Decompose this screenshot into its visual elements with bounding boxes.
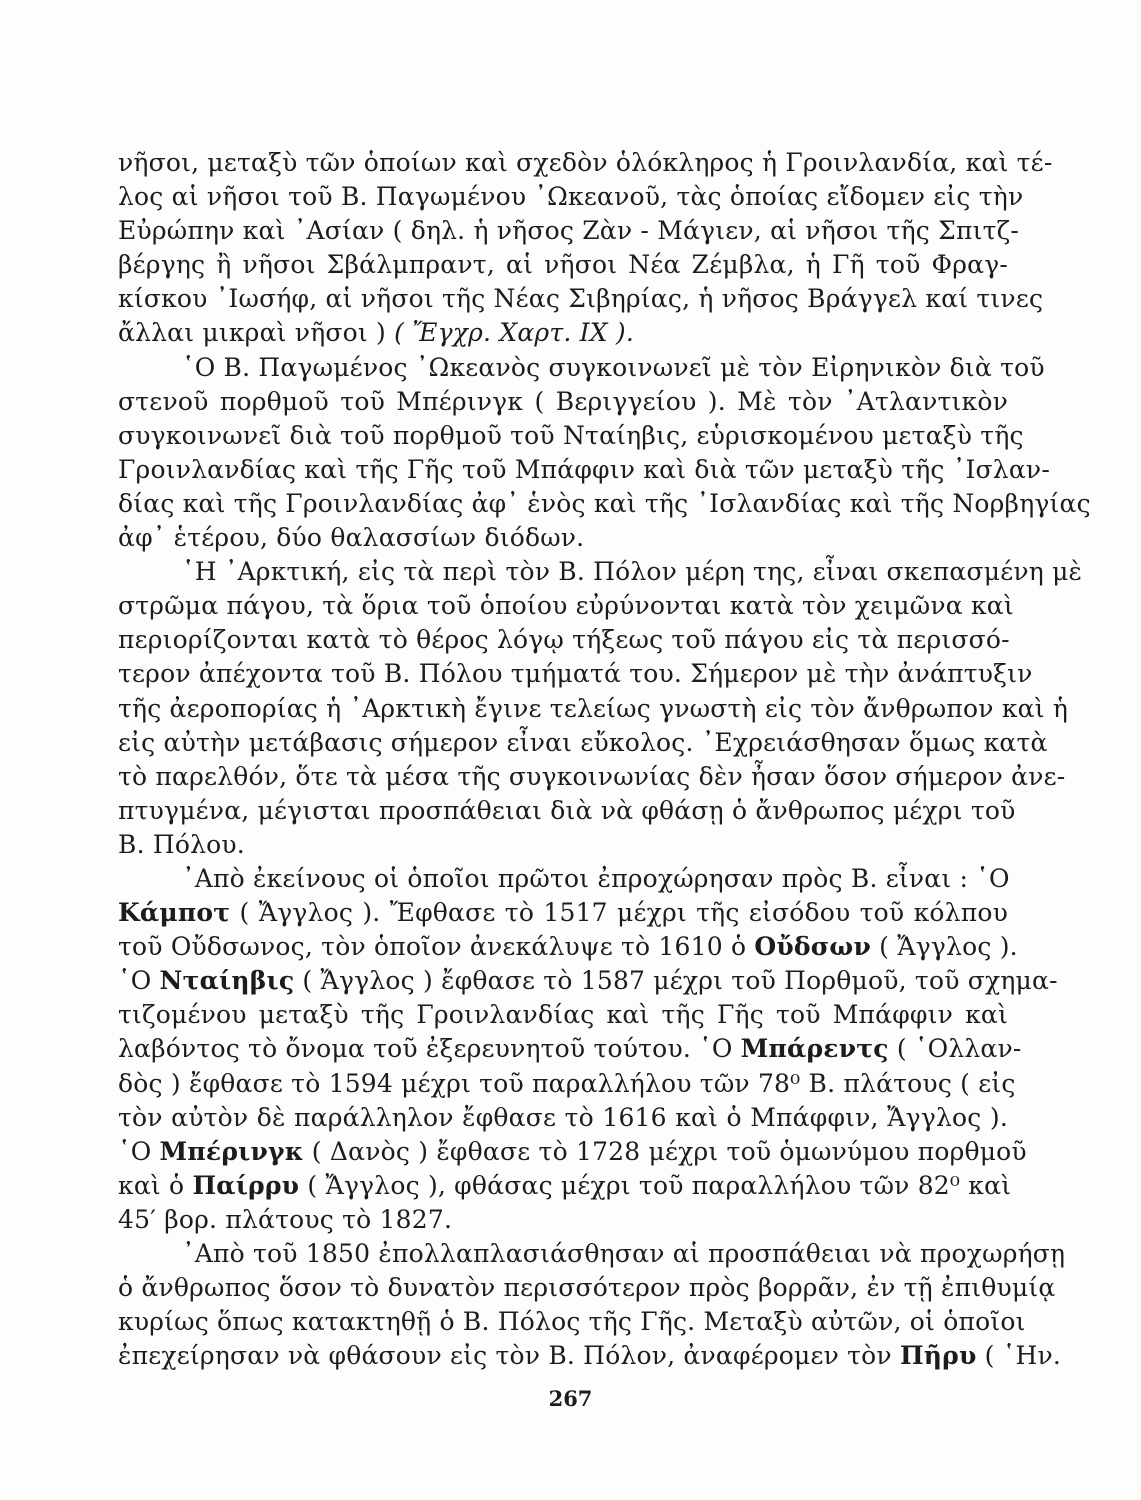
bold-name: Μπάρεντς bbox=[740, 1034, 889, 1064]
text-line bbox=[118, 657, 1033, 691]
text-segment: Β. Πόλου. bbox=[118, 829, 245, 859]
body-text bbox=[118, 146, 1091, 1373]
text-segment: τοῦ Οὔδσωνος, τὸν ὁποῖον ἀνεκάλυψε τὸ 1610 ὁ bbox=[118, 932, 755, 962]
page-number: 267 bbox=[548, 1386, 593, 1411]
text-line bbox=[118, 521, 1008, 555]
text-line bbox=[118, 794, 1016, 828]
text-segment: συγκοινωνεῖ διὰ τοῦ πορθμοῦ τοῦ Νταίηβις, εὑρισκομένου μεταξὺ τῆς bbox=[118, 420, 1024, 450]
bold-name: Παίρρυ bbox=[192, 1170, 300, 1200]
text-line bbox=[118, 453, 1050, 487]
text-line bbox=[118, 214, 1020, 248]
text-line bbox=[118, 248, 1008, 282]
text-line bbox=[118, 896, 1008, 930]
text-line bbox=[118, 180, 1024, 214]
text-segment: στενοῦ πορθμοῦ τοῦ Μπέρινγκ ( Βεριγγείου ). Μὲ τὸν ᾿Ατλαντικὸν bbox=[118, 386, 1008, 416]
text-line bbox=[118, 555, 1083, 589]
text-segment: ( ῾Ην. bbox=[976, 1341, 1062, 1371]
text-segment: ῾Ο bbox=[118, 1136, 160, 1166]
text-line bbox=[118, 930, 1018, 964]
bold-name: Μπέρινγκ bbox=[159, 1136, 304, 1166]
text-segment: τὸ παρελθόν, ὅτε τὰ μέσα τῆς συγκοινωνίας δὲν ἦσαν ὅσον σήμερον ἀνε- bbox=[118, 761, 1066, 791]
text-segment: ( Δανὸς ) ἔφθασε τὸ 1728 μέχρι τοῦ ὁμωνύμου πορθμοῦ bbox=[303, 1136, 1027, 1166]
text-segment: λαβόντος τὸ ὄνομα τοῦ ἐξερευνητοῦ τούτου. ῾Ο bbox=[118, 1034, 741, 1064]
text-segment: ῾Η ᾿Αρκτική, εἰς τὰ περὶ τὸν Β. Πόλον μέρη της, εἶναι σκεπασμένη μὲ bbox=[182, 557, 1083, 587]
text-line bbox=[118, 1135, 1027, 1169]
text-line bbox=[118, 316, 1008, 350]
text-segment: βέργης ἢ νῆσοι Σβάλμπραντ, αἱ νῆσοι Νέα Ζέμβλα, ἡ Γῆ τοῦ Φραγ- bbox=[118, 250, 1008, 280]
bold-name: Νταίηβις bbox=[159, 966, 295, 996]
text-line bbox=[118, 1271, 1056, 1305]
text-line bbox=[118, 862, 1008, 896]
text-segment: ἀφ᾿ ἑτέρου, δύο θαλασσίων διόδων. bbox=[118, 523, 585, 553]
bold-name: Κάμποτ bbox=[118, 898, 231, 928]
text-line bbox=[118, 692, 1069, 726]
text-segment: τὸν αὐτὸν δὲ παράλληλον ἔφθασε τὸ 1616 καὶ ὁ Μπάφφιν, Ἄγγλος ). bbox=[118, 1102, 1008, 1132]
text-segment: ὁ ἄνθρωπος ὅσον τὸ δυνατὸν περισσότερον πρὸς βορρᾶν, ἐν τῇ ἐπιθυμίᾳ bbox=[118, 1273, 1056, 1303]
text-segment: ( Ἄγγλος ), φθάσας μέχρι τοῦ παραλλήλου τῶν 82⁰ καὶ bbox=[299, 1170, 1012, 1200]
text-segment: περιορίζονται κατὰ τὸ θέρος λόγῳ τήξεως τοῦ πάγου εἰς τὰ περισσό- bbox=[118, 625, 1010, 655]
text-segment: ( Ἄγγλος ). bbox=[871, 932, 1018, 962]
text-line bbox=[118, 351, 1045, 385]
text-line bbox=[118, 1101, 1008, 1135]
text-line bbox=[118, 760, 1066, 794]
text-line bbox=[118, 1032, 1022, 1066]
text-segment: ( Ἄγγλος ) ἔφθασε τὸ 1587 μέχρι τοῦ Πορθμοῦ, τοῦ σχημα- bbox=[294, 966, 1058, 996]
text-segment: κυρίως ὅπως κατακτηθῇ ὁ Β. Πόλος τῆς Γῆς. Μεταξὺ αὐτῶν, οἱ ὁποῖοι bbox=[118, 1307, 1026, 1337]
text-line bbox=[118, 1305, 1026, 1339]
text-line bbox=[118, 385, 1008, 419]
text-segment: ( ῾Ολλαν- bbox=[888, 1034, 1022, 1064]
text-line bbox=[118, 419, 1024, 453]
text-line bbox=[118, 1067, 1016, 1101]
text-segment: ᾿Απὸ τοῦ 1850 ἐπολλαπλασιάσθησαν αἱ προσπάθειαι νὰ προχωρήσῃ bbox=[182, 1239, 1066, 1268]
text-segment: 45′ βορ. πλάτους τὸ 1827. bbox=[118, 1204, 453, 1234]
text-line bbox=[118, 623, 1008, 657]
text-segment: τῆς ἀεροπορίας ἡ ᾿Αρκτικὴ ἔγινε τελείως γνωστὴ εἰς τὸν ἄνθρωπον καὶ ἡ bbox=[118, 693, 1069, 723]
text-segment: ( Ἄγγλος ). Ἔφθασε τὸ 1517 μέχρι τῆς εἰσόδου τοῦ κόλπου bbox=[230, 898, 1008, 928]
text-segment: νῆσοι, μεταξὺ τῶν ὁποίων καὶ σχεδὸν ὁλόκληρος ἡ Γροινλανδία, καὶ τέ- bbox=[118, 148, 1053, 177]
text-segment: ἄλλαι μικραὶ νῆσοι ) bbox=[118, 318, 395, 348]
map-reference: ( Ἔγχρ. Χαρτ. IX ). bbox=[394, 318, 634, 348]
text-line bbox=[118, 1169, 1012, 1203]
text-segment: τερον ἀπέχοντα τοῦ Β. Πόλου τμήματά του. Σήμερον μὲ τὴν ἀνάπτυξιν bbox=[118, 659, 1033, 689]
text-segment: κίσκου ᾿Ιωσήφ, αἱ νῆσοι τῆς Νέας Σιβηρίας, ἡ νῆσος Βράγγελ καί τινες bbox=[118, 284, 1044, 314]
text-line bbox=[118, 1339, 1062, 1373]
text-segment: λος αἱ νῆσοι τοῦ Β. Παγωμένου ᾿Ωκεανοῦ, τὰς ὁποίας εἴδομεν εἰς τὴν bbox=[118, 182, 1024, 212]
text-segment: δὸς ) ἔφθασε τὸ 1594 μέχρι τοῦ παραλλήλου τῶν 78⁰ Β. πλάτους ( εἰς bbox=[118, 1068, 1016, 1098]
text-line bbox=[118, 487, 1091, 521]
text-line bbox=[118, 726, 1048, 760]
text-segment: Εὐρώπην καὶ ᾿Ασίαν ( δηλ. ἡ νῆσος Ζὰν - Μάγιεν, αἱ νῆσοι τῆς Σπιτζ- bbox=[118, 216, 1020, 246]
text-line bbox=[118, 828, 1008, 862]
text-segment: ῾Ο Β. Παγωμένος ᾿Ωκεανὸς συγκοινωνεῖ μὲ τὸν Εἰρηνικὸν διὰ τοῦ bbox=[182, 352, 1045, 382]
text-segment: Γροινλανδίας καὶ τῆς Γῆς τοῦ Μπάφφιν καὶ διὰ τῶν μεταξὺ τῆς ᾿Ισλαν- bbox=[118, 454, 1050, 484]
text-segment: ἐπεχείρησαν νὰ φθάσουν εἰς τὸν Β. Πόλον, ἀναφέρομεν τὸν bbox=[118, 1341, 900, 1371]
text-line bbox=[118, 146, 1053, 180]
text-line bbox=[118, 998, 1008, 1032]
text-segment: καὶ ὁ bbox=[118, 1170, 193, 1200]
bold-name: Οὔδσων bbox=[754, 932, 871, 962]
text-line bbox=[118, 282, 1044, 316]
text-segment: δίας καὶ τῆς Γροινλανδίας ἀφ᾿ ἑνὸς καὶ τῆς ᾿Ισλανδίας καὶ τῆς Νορβηγίας bbox=[118, 488, 1091, 518]
text-segment: ᾿Απὸ ἐκείνους οἱ ὁποῖοι πρῶτοι ἐπροχώρησαν πρὸς Β. εἶναι : ῾Ο bbox=[182, 863, 1010, 893]
text-line bbox=[118, 1203, 1008, 1237]
text-segment: πτυγμένα, μέγισται προσπάθειαι διὰ νὰ φθάσῃ ὁ ἄνθρωπος μέχρι τοῦ bbox=[118, 795, 1016, 825]
text-segment: τιζομένου μεταξὺ τῆς Γροινλανδίας καὶ τῆς Γῆς τοῦ Μπάφφιν καὶ bbox=[118, 1000, 1008, 1030]
text-line bbox=[118, 1237, 1066, 1271]
bold-name: Πῆρυ bbox=[899, 1341, 977, 1371]
text-line bbox=[118, 964, 1058, 998]
text-line bbox=[118, 589, 1014, 623]
text-segment: ῾Ο bbox=[118, 966, 160, 996]
text-segment: εἰς αὐτὴν μετάβασις σήμερον εἶναι εὔκολος. ᾿Εχρειάσθησαν ὅμως κατὰ bbox=[118, 727, 1048, 757]
text-segment: στρῶμα πάγου, τὰ ὅρια τοῦ ὁποίου εὐρύνονται κατὰ τὸν χειμῶνα καὶ bbox=[118, 591, 1014, 621]
